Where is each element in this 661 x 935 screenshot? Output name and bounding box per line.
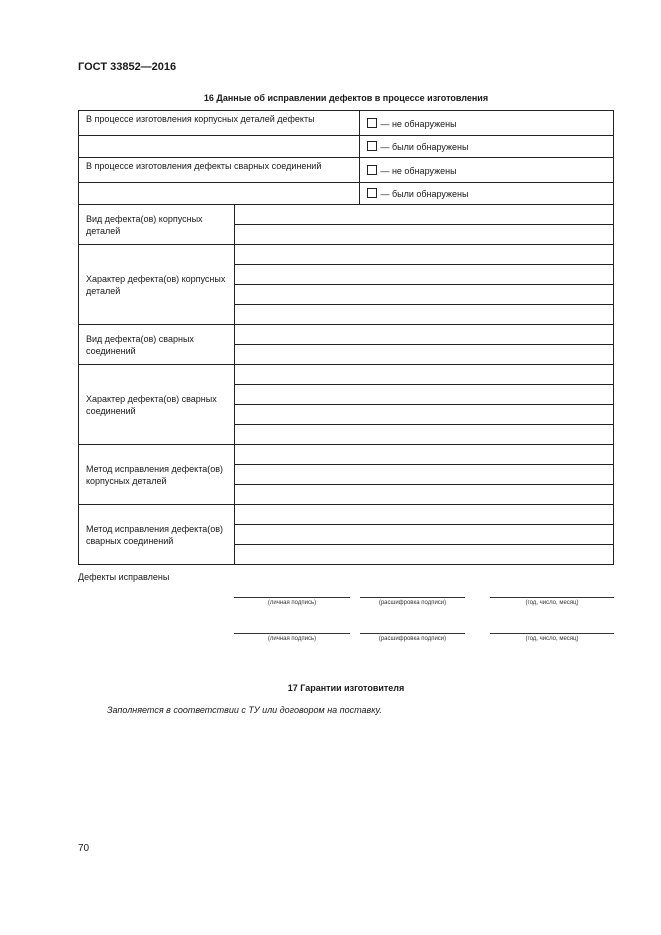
entry-line[interactable] bbox=[234, 225, 613, 245]
signature-date-line[interactable]: (год, число, месяц) bbox=[490, 597, 614, 612]
option-label: — были обнаружены bbox=[380, 189, 469, 199]
signature-date-line[interactable]: (год, число, месяц) bbox=[490, 633, 614, 648]
entry-line[interactable] bbox=[234, 405, 613, 425]
section-16-title: 16 Данные об исправлении дефектов в процессе изготовления bbox=[203, 93, 489, 103]
option-cell bbox=[360, 111, 614, 136]
checkbox-found-body[interactable] bbox=[367, 141, 377, 151]
signature-decoding-line[interactable]: (расшифровка подписи) bbox=[360, 633, 465, 648]
entry-line[interactable] bbox=[234, 385, 613, 405]
signature-row bbox=[78, 597, 614, 611]
body-parts-defects-label: В процессе изготовления корпусных деталей дефекты bbox=[79, 111, 360, 136]
checkbox-not-found-body[interactable] bbox=[367, 118, 377, 128]
signature-line[interactable]: (личная подпись) bbox=[234, 633, 350, 648]
empty-cell bbox=[79, 183, 360, 205]
signature-line[interactable]: (личная подпись) bbox=[234, 597, 350, 612]
entry-line[interactable] bbox=[234, 245, 613, 265]
defect-type-weld-label: Вид дефекта(ов) сварных соединений bbox=[79, 325, 235, 365]
option-label: — не обнаружены bbox=[380, 118, 457, 129]
checkbox-found-weld[interactable] bbox=[367, 188, 377, 198]
warranty-note: Заполняется в соответствии с ТУ или договором на поставку. bbox=[107, 705, 382, 715]
section-17-title: 17 Гарантии изготовителя bbox=[287, 683, 405, 693]
entry-line[interactable] bbox=[234, 525, 613, 545]
defect-nature-weld-label: Характер дефекта(ов) сварных соединений bbox=[79, 365, 235, 445]
entry-line[interactable] bbox=[234, 285, 613, 305]
entry-line[interactable] bbox=[234, 305, 613, 325]
entry-line[interactable] bbox=[234, 205, 613, 225]
option-cell bbox=[360, 183, 614, 205]
entry-line[interactable] bbox=[234, 265, 613, 285]
checkbox-not-found-weld[interactable] bbox=[367, 165, 377, 175]
defect-nature-body-label: Характер дефекта(ов) корпусных деталей bbox=[79, 245, 235, 325]
empty-cell bbox=[79, 136, 360, 158]
entry-line[interactable] bbox=[234, 325, 613, 345]
repair-method-body-label: Метод исправления дефекта(ов) корпусных деталей bbox=[79, 445, 235, 505]
weld-defects-label: В процессе изготовления дефекты сварных соединений bbox=[79, 158, 360, 183]
signature-decoding-line[interactable]: (расшифровка подписи) bbox=[360, 597, 465, 612]
entry-line[interactable] bbox=[234, 445, 613, 465]
signature-row bbox=[78, 633, 614, 647]
entry-line[interactable] bbox=[234, 465, 613, 485]
defects-table bbox=[78, 110, 614, 565]
entry-line[interactable] bbox=[234, 365, 613, 385]
defect-type-body-label: Вид дефекта(ов) корпусных деталей bbox=[79, 205, 235, 245]
option-label: — не обнаружены bbox=[380, 165, 457, 176]
option-cell bbox=[360, 136, 614, 158]
entry-line[interactable] bbox=[234, 545, 613, 565]
entry-line[interactable] bbox=[234, 505, 613, 525]
document-header: ГОСТ 33852—2016 bbox=[78, 61, 177, 73]
entry-line[interactable] bbox=[234, 425, 613, 445]
entry-line[interactable] bbox=[234, 485, 613, 505]
defects-fixed-heading: Дефекты исправлены bbox=[78, 572, 170, 582]
option-label: — были обнаружены bbox=[380, 142, 469, 152]
page-number: 70 bbox=[78, 843, 90, 854]
entry-line[interactable] bbox=[234, 345, 613, 365]
repair-method-weld-label: Метод исправления дефекта(ов) сварных соединений bbox=[79, 505, 235, 565]
option-cell bbox=[360, 158, 614, 183]
